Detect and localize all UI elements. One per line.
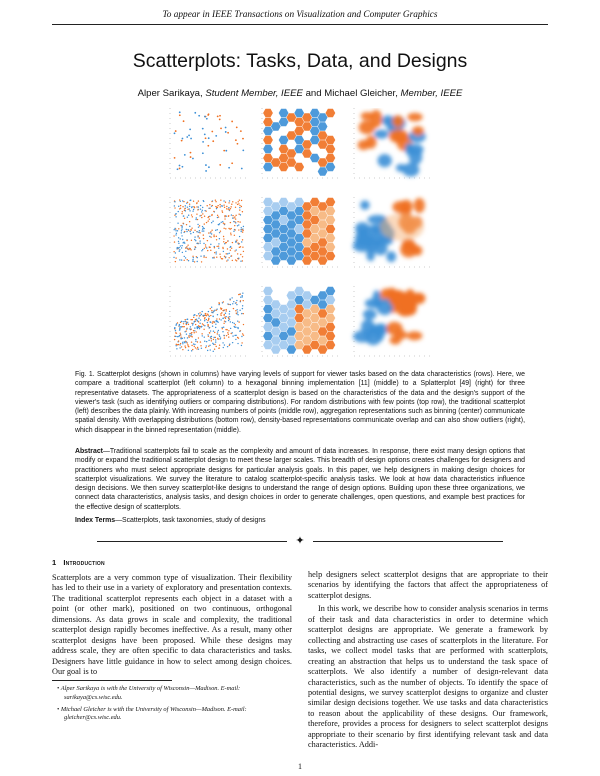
col2-paragraph-1: help designers select scatterplot designs that are appropriate to their scenarios by identifying the factors that affect the appropriateness of scatterplot designs.	[308, 570, 548, 600]
index-terms-text: —Scatterplots, task taxonomies, study of designs	[115, 517, 266, 524]
author-line	[0, 88, 600, 99]
author-2-role: Member, IEEE	[400, 88, 463, 99]
section-1-number: 1	[52, 558, 57, 567]
panel-few-points-splatterplot	[354, 108, 430, 178]
abstract	[75, 447, 525, 512]
intro-paragraph: Scatterplots are a very common type of visualization. Their flexibility has led to their use in a variety of exploratory and presentation contexts. The traditional scatterplot represents each object in a dataset with a point (or other mark), positioned on two continuous, orthogonal dimensions. As data grows in scale and complexity, the traditional scatterplot design rapidly becomes ineffective. As a result, many other scatterplot designs have been proposed. While these designs may address scale, they are often specific to data characteristics and tasks. Designers have little guidance in how to select among design choices. Our goal is to	[52, 573, 292, 677]
panel-few-points-hexagonal-binning	[262, 108, 338, 178]
footnote-2: • Michael Gleicher is with the University of Wisconsin—Madison. E-mail: gleicher@cs.wisc.edu.	[57, 705, 247, 722]
index-terms-label: Index Terms	[75, 517, 116, 524]
author-and: and	[305, 88, 322, 99]
footnote-1: • Alper Sarikaya is with the University of Wisconsin—Madison. E-mail: sarikaya@cs.wisc.edu.	[57, 685, 241, 701]
author-2: Michael Gleicher,	[324, 88, 398, 99]
panel-more-points-splatterplot	[353, 197, 430, 267]
column-1-text	[52, 573, 292, 678]
panel-overlapping-distributions-hexagonal-binning	[262, 286, 338, 356]
figure-caption: Fig. 1. Scatterplot designs (shown in columns) have varying levels of support for viewer tasks based on the data characteristics (rows). Here, we compare a traditional scatterplot (left column) to a hexagonal binning implementation [11] (middle) to a Splatterplot [49] (right) for three representative datasets. The appropriateness of a scatterplot design is based on the characteristics of the data and the design's support of the viewer's task (such as identifying outliers or comparing distributions). For random distributions with few points (top row), the traditional scatterplot (left) describes the data plainly. With increasing numbers of points (middle row), aggregation representations such as binning (center) communicate spatial density. With overlapping distributions (bottom row), density-based representations communicate overlap and can also show outliers (right), which disappear in the binned representation (middle).	[75, 371, 525, 434]
header-rule	[52, 24, 548, 25]
section-1-heading	[52, 558, 105, 567]
footnotes	[52, 685, 292, 726]
index-terms	[75, 516, 525, 525]
figure-1-scatterplot-grid	[168, 108, 438, 363]
running-header: To appear in IEEE Transactions on Visualization and Computer Graphics	[162, 10, 438, 20]
section-divider-icon: ✦	[0, 534, 600, 547]
paper-title: Scatterplots: Tasks, Data, and Designs	[132, 50, 468, 72]
panel-overlapping-distributions-splatterplot	[353, 286, 430, 356]
footnote-rule	[52, 680, 172, 681]
panel-more-points-traditional-scatterplot	[170, 197, 246, 267]
column-2-text	[308, 570, 548, 751]
page-number: 1	[298, 762, 302, 771]
abstract-text: —Traditional scatterplots fail to scale as the complexity and amount of data increases. In response, there exist many design options that modify or expand the traditional scatterplot design to meet these larger scales. This breadth of design options creates challenges for designers and practitioners who must select appropriate designs for particular analysis goals. In this paper, we help designers in making design choices for scatterplot visualizations. We survey the literature to catalog scatterplot-specific analysis tasks. We look at how data characteristics influence design decisions. We then survey scatterplot-like designs to understand the range of design options. Building upon these three organizations, we connect data characteristics, analysis tasks, and design choices in order to generate challenges, open questions, and example best practices for the effective design of scatterplots.	[75, 448, 525, 511]
panel-few-points-traditional-scatterplot	[170, 108, 246, 178]
panel-more-points-hexagonal-binning	[262, 197, 338, 267]
author-1: Alper Sarikaya,	[137, 88, 203, 99]
author-1-role: Student Member, IEEE	[205, 88, 303, 99]
col2-paragraph-2: In this work, we describe how to consider analysis scenarios in terms of their task and data characteristics in order to determine which scatterplot designs are appropriate. We generate a framework by collecting and abstracting use cases of scatterplots in the literature. For tasks, we collect model tasks that are performed with scatterplots, creating an abstraction that helps us to understand the task space of scatterplots. We also identify a number of design-relevant data characteristics, such as the number of objects. To identify the space of potential designs, we survey scatterplot designs to organize and cluster similar design decisions together. We use tasks and data characteristics to reason about the applicability of these designs. Our framework, therefore, provides a process for designers to select scatterplot designs appropriate to their scenario by first identifying relevant task and data characteristics. Addi-	[308, 604, 548, 750]
panel-overlapping-distributions-traditional-scatterplot	[170, 286, 246, 356]
abstract-label: Abstract	[75, 448, 103, 455]
section-1-title: Introduction	[63, 558, 105, 567]
